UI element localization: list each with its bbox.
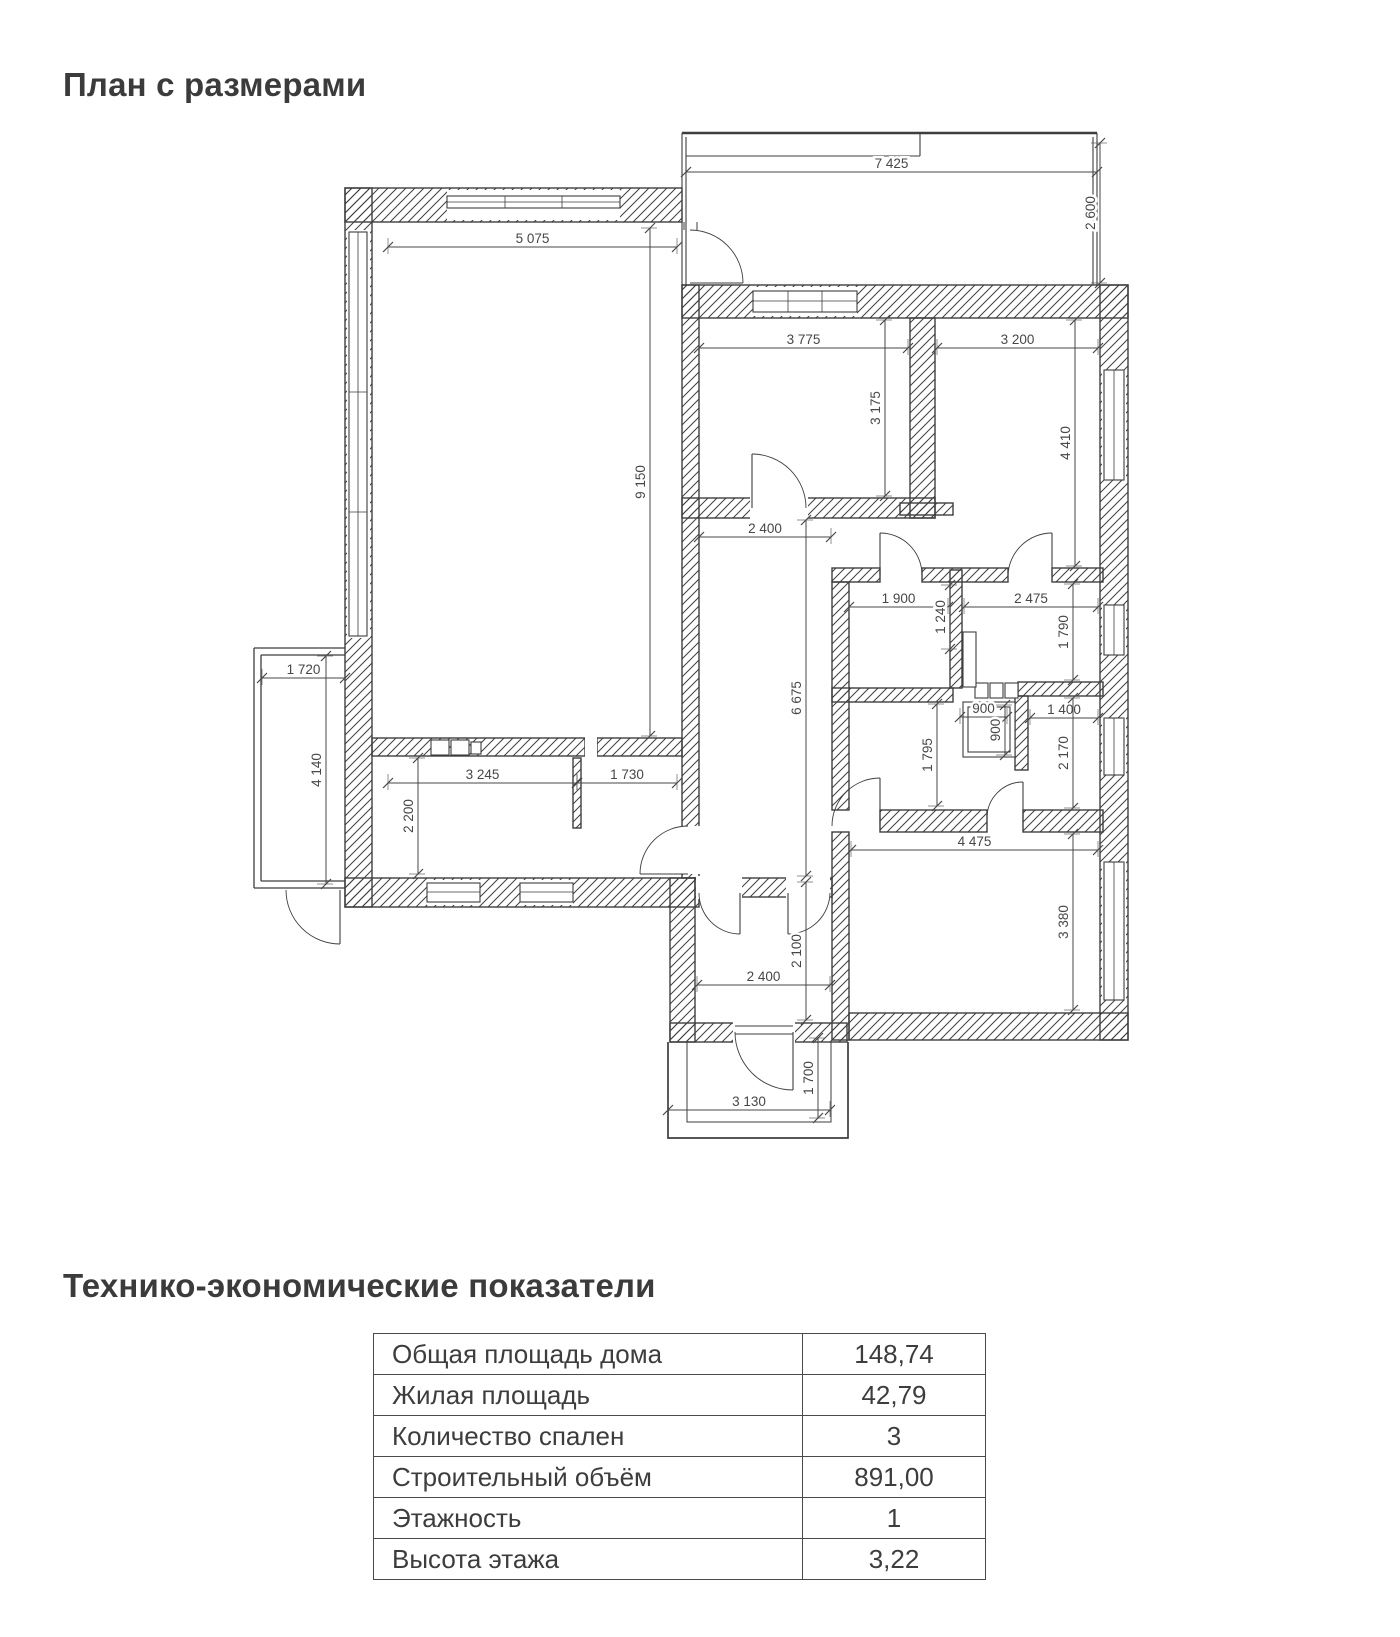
dimension-label: 1 400	[1047, 702, 1081, 717]
window	[1102, 718, 1126, 775]
dimension	[257, 662, 350, 685]
dimension	[694, 332, 913, 355]
dimension-label: 2 200	[401, 799, 416, 833]
dimension-label: 900	[972, 701, 995, 716]
dimension-label: 3 175	[868, 391, 883, 425]
dimension-label: 4 475	[957, 834, 992, 849]
dimension-label: 3 200	[1000, 332, 1035, 347]
dimension	[383, 767, 582, 790]
door	[684, 222, 743, 283]
window	[1102, 862, 1126, 1000]
door	[699, 893, 740, 934]
window	[753, 287, 857, 316]
window	[520, 880, 573, 905]
walls-layer	[345, 188, 1128, 1042]
dimension	[663, 1094, 835, 1117]
dimension-label: 2 400	[746, 969, 781, 984]
door	[286, 890, 340, 944]
indicator-value: 1	[803, 1498, 986, 1539]
dimension-label: 3 380	[1056, 905, 1071, 939]
indicator-value: 891,00	[803, 1457, 986, 1498]
dimension-label: 6 675	[789, 681, 804, 715]
dimension	[692, 969, 835, 992]
dimension-label: 4 140	[309, 753, 324, 787]
dimension	[383, 231, 682, 254]
dimension	[1025, 702, 1103, 725]
dimension-label: 7 425	[874, 156, 909, 171]
laundry-machines	[975, 683, 1018, 698]
dimension-label: 1 790	[1056, 615, 1071, 649]
dimension	[932, 332, 1103, 355]
dimension	[959, 591, 1103, 614]
indicator-label: Общая площадь дома	[374, 1334, 803, 1375]
page-title: План с размерами	[63, 66, 367, 104]
dimension	[1058, 315, 1082, 571]
indicators-table	[373, 1333, 986, 1580]
indicator-label: Этажность	[374, 1498, 803, 1539]
table-row	[374, 1457, 986, 1498]
indicator-value: 3	[803, 1416, 986, 1457]
dimension-label: 1 720	[286, 662, 321, 677]
dimension	[789, 515, 813, 881]
door	[1008, 533, 1052, 575]
dimension-label: 3 245	[465, 767, 500, 782]
table-row	[374, 1539, 986, 1580]
section-title: Технико-экономические показатели	[63, 1267, 656, 1305]
duct-shaft	[963, 632, 976, 687]
dimension-label: 4 410	[1058, 426, 1073, 460]
indicator-value: 148,74	[803, 1334, 986, 1375]
dimension-label: 1 700	[801, 1061, 816, 1095]
dimension	[846, 834, 1103, 857]
dimension-label: 2 475	[1014, 591, 1048, 606]
dimension-label: 2 100	[789, 934, 804, 968]
dimension	[401, 753, 425, 879]
indicator-label: Количество спален	[374, 1416, 803, 1457]
indicator-label: Строительный объём	[374, 1457, 803, 1498]
dimension-label: 1 240	[933, 600, 948, 634]
window	[1102, 605, 1126, 655]
dimension-label: 1 795	[920, 738, 935, 772]
indicator-value: 3,22	[803, 1539, 986, 1580]
dimension-label: 2 400	[748, 521, 782, 536]
dimension-label: 900	[988, 718, 1003, 742]
dimension	[1056, 579, 1080, 685]
dimension	[694, 521, 836, 544]
dimension	[633, 223, 657, 741]
entry-porch	[668, 1042, 848, 1138]
dimension	[309, 651, 333, 889]
dimension-label: 1 730	[610, 767, 644, 782]
table-row	[374, 1416, 986, 1457]
window	[447, 190, 620, 220]
dimension	[1083, 138, 1107, 288]
dimension	[681, 156, 1102, 179]
table-row	[374, 1498, 986, 1539]
window	[427, 880, 480, 905]
left-terrace	[254, 648, 345, 888]
kitchen-sink	[431, 740, 481, 755]
dimension	[868, 315, 892, 501]
door	[880, 533, 922, 575]
indicator-label: Жилая площадь	[374, 1375, 803, 1416]
indicator-value: 42,79	[803, 1375, 986, 1416]
table-row	[374, 1375, 986, 1416]
dimension-label: 3 130	[732, 1094, 766, 1109]
window	[1102, 370, 1126, 480]
door	[987, 782, 1023, 818]
dimension-label: 5 075	[515, 231, 550, 246]
table-row	[374, 1334, 986, 1375]
dimension-label: 9 150	[633, 465, 648, 499]
dimension-label: 2 170	[1056, 736, 1071, 770]
dimension-label: 2 600	[1083, 196, 1098, 230]
dimension	[1056, 829, 1080, 1015]
dimension	[572, 767, 682, 790]
indicator-label: Высота этажа	[374, 1539, 803, 1580]
door	[788, 893, 830, 934]
window	[347, 230, 370, 638]
dimension-label: 3 775	[786, 332, 821, 347]
dimension-label: 1 900	[881, 591, 916, 606]
dimension	[789, 877, 813, 1025]
dimension	[920, 699, 944, 811]
